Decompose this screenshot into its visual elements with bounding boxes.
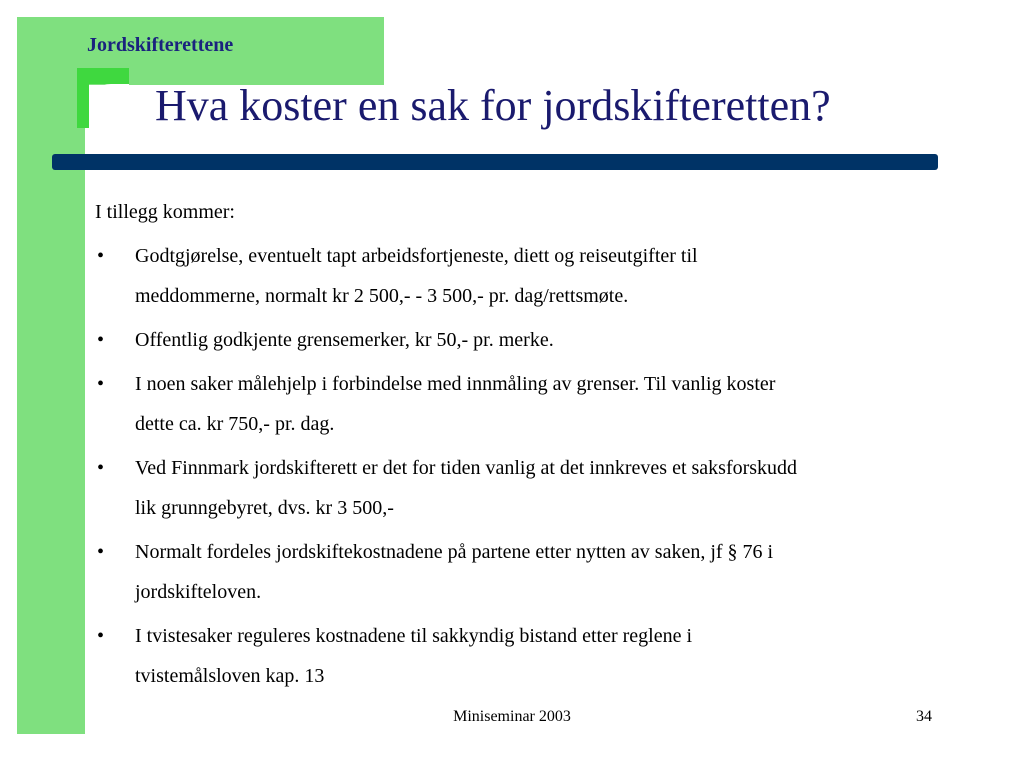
bullet-icon: •	[97, 625, 105, 647]
list-item	[95, 236, 995, 316]
list-item	[95, 320, 995, 360]
list-item	[95, 364, 995, 444]
slide-body	[95, 192, 995, 700]
list-item-line: Offentlig godkjente grensemerker, kr 50,- pr. merke.	[135, 329, 554, 351]
slide-title: Hva koster en sak for jordskifteretten?	[155, 81, 831, 130]
bullet-icon: •	[97, 541, 105, 563]
list-item-line: lik grunngebyret, dvs. kr 3 500,-	[135, 497, 394, 519]
list-item-line: jordskifteloven.	[135, 581, 262, 603]
intro-text: I tillegg kommer:	[95, 201, 235, 223]
bullet-icon: •	[97, 457, 105, 479]
bullet-icon: •	[97, 329, 105, 351]
list-item	[95, 616, 995, 696]
list-item-line: meddommerne, normalt kr 2 500,- - 3 500,- pr. dag/rettsmøte.	[135, 285, 629, 307]
organization-name: Jordskifterettene	[87, 34, 234, 56]
list-item	[95, 532, 995, 612]
list-item-line: Godtgjørelse, eventuelt tapt arbeidsfortjeneste, diett og reiseutgifter til	[135, 245, 698, 267]
bullet-icon: •	[97, 373, 105, 395]
left-green-band	[17, 17, 85, 734]
list-item-line: I noen saker målehjelp i forbindelse med innmåling av grenser. Til vanlig koster	[135, 373, 776, 395]
title-divider	[52, 154, 938, 170]
footer-event-name: Miniseminar 2003	[453, 708, 571, 725]
list-item	[95, 448, 995, 528]
list-item-line: Normalt fordeles jordskiftekostnadene på partene etter nytten av saken, jf § 76 i	[135, 541, 774, 563]
list-item-line: dette ca. kr 750,- pr. dag.	[135, 413, 335, 435]
bullet-list	[95, 236, 995, 696]
corner-bracket-decoration	[77, 68, 129, 128]
list-item-line: tvistemålsloven kap. 13	[135, 665, 325, 687]
page-number: 34	[916, 708, 932, 725]
list-item-line: I tvistesaker reguleres kostnadene til sakkyndig bistand etter reglene i	[135, 625, 693, 647]
bullet-icon: •	[97, 245, 105, 267]
list-item-line: Ved Finnmark jordskifterett er det for tiden vanlig at det innkreves et saksforskudd	[135, 457, 798, 479]
